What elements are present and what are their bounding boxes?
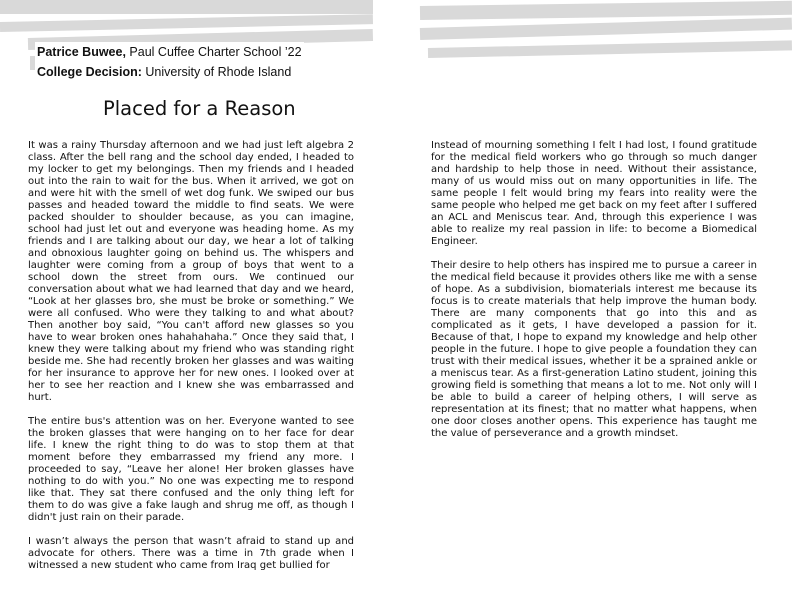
essay-paragraph: The entire bus's attention was on her. Everyone wanted to see the broken glasses that were hanging on to her face for dear life. I knew the right thing to do was to stop them at that moment before they embarrassed my friend any more. I proceeded to say, “Leave her alone! Her broken glasses have nothing to do with you.” No one was expecting me to respond like that. They sat there confused and the only thing left for them to do was give a fake laugh and shrug me off, as though I didn't just rain on their parade. <box>28 416 354 523</box>
decision-value: University of Rhode Island <box>145 65 292 79</box>
essay-left-column <box>28 140 354 584</box>
essay-paragraph: Instead of mourning something I felt I had lost, I found gratitude for the medical field workers who go through so much danger and hardship to help those in need. Without their assistance, many of us would miss out on many opportunities in life. The same people I felt would bring my fears into reality were the same people who helped me get back on my feet after I suffered an ACL and Meniscus tear. And, through this experience I was able to realize my real passion in life: to become a Biomedical Engineer. <box>431 140 757 247</box>
decor-stripe-right-1 <box>420 1 792 20</box>
author-line <box>37 42 302 62</box>
decision-line <box>37 62 302 82</box>
decor-stripe-right-2 <box>420 18 792 40</box>
decision-label: College Decision: <box>37 65 142 79</box>
essay-title: Placed for a Reason <box>103 97 296 120</box>
essay-right-column <box>431 140 757 452</box>
decor-stripe-left-1 <box>0 0 373 14</box>
essay-paragraph: It was a rainy Thursday afternoon and we had just left algebra 2 class. After the bell rang and the school day ended, I headed to my locker to get my belongings. Then my friends and I headed out into the rain to wait for the bus. When it arrived, we got on and were hit with the smell of wet dog funk. We swiped our bus passes and headed toward the middle to find seats. We were packed shoulder to shoulder because, as you can imagine, school had just let out and everyone was heading home. As my friends and I are talking about our day, we hear a lot of talking and obnoxious laughter going on behind us. The whispers and laughter were coming from a group of boys that went to a school down the street from ours. We continued our conversation about what we had learned that day and we heard, “Look at her glasses bro, she must be broke or something.” We were all confused. Who were they talking to and what about? Then another boy said, “You can't afford new glasses so you have to wear broken ones hahahahaha.” Once they said that, I knew they were talking about my friend who was standing right beside me. She had recently broken her glasses and was waiting for her insurance to approve her for new ones. I looked over at her to see her reaction and I knew she was embarrassed and hurt. <box>28 140 354 403</box>
essay-paragraph: Their desire to help others has inspired me to pursue a career in the medical field because it provides others like me with a sense of hope. As a subdivision, biomaterials interest me because its focus is to create materials that help improve the human body. There are many components that go into this and as complicated as it gets, I have developed a passion for it. Because of that, I hope to expand my knowledge and help other people in the future. I hope to give people a foundation they can trust with their medical issues, whether it be a sprained ankle or a meniscus tear. As a first-generation Latino student, joining this growing field is something that means a lot to me. Not only will I be able to build a career of helping others, I will serve as representation at its finest; that no matter what happens, when one door closes another opens. This experience has taught me the value of perseverance and a growth mindset. <box>431 260 757 439</box>
author-school: Paul Cuffee Charter School ’22 <box>129 45 302 59</box>
essay-paragraph: I wasn’t always the person that wasn’t afraid to stand up and advocate for others. There was a time in 7th grade when I witnessed a new student who came from Iraq get bullied for <box>28 536 354 571</box>
decor-stripe-right-3 <box>428 40 792 58</box>
author-name: Patrice Buwee, <box>37 45 126 59</box>
decor-stripe-left-2 <box>0 14 373 32</box>
author-header <box>35 42 304 82</box>
